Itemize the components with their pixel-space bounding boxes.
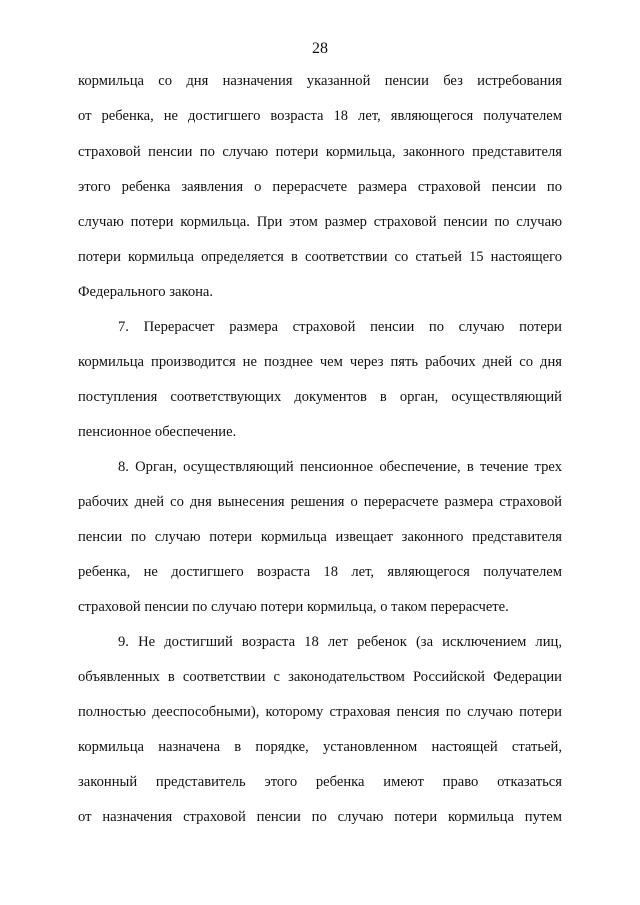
text-line: страховой пенсии по случаю потери кормильца, о таком перерасчете.	[78, 599, 509, 615]
paragraph-8-first-line: 8. Орган, осуществляющий пенсионное обеспечение, в течение трех	[118, 459, 562, 475]
text-line: объявленных в соответствии с законодательством Российской Федерации	[78, 669, 562, 685]
page-number: 28	[312, 40, 328, 57]
text-line: потери кормильца определяется в соответствии со статьей 15 настоящего	[78, 249, 562, 265]
paragraph-7-first-line: 7. Перерасчет размера страховой пенсии по случаю потери	[118, 319, 562, 335]
text-line: рабочих дней со дня вынесения решения о перерасчете размера страховой	[78, 494, 562, 510]
text-line: кормильца назначена в порядке, установленном настоящей статьей,	[78, 739, 562, 755]
text-line: от назначения страховой пенсии по случаю потери кормильца путем	[78, 809, 562, 825]
text-line: поступления соответствующих документов в орган, осуществляющий	[78, 389, 562, 405]
text-line: случаю потери кормильца. При этом размер страховой пенсии по случаю	[78, 214, 562, 230]
text-line: страховой пенсии по случаю потери кормильца, законного представителя	[78, 144, 562, 160]
text-line: кормильца производится не позднее чем через пять рабочих дней со дня	[78, 354, 562, 370]
text-line: этого ребенка заявления о перерасчете размера страховой пенсии по	[78, 179, 562, 195]
text-line: пенсионное обеспечение.	[78, 424, 237, 440]
text-line: от ребенка, не достигшего возраста 18 лет, являющегося получателем	[78, 108, 562, 124]
text-line: кормильца со дня назначения указанной пенсии без истребования	[78, 73, 562, 89]
text-line: Федерального закона.	[78, 284, 214, 300]
text-line: законный представитель этого ребенка имеют право отказаться	[78, 774, 562, 790]
paragraph-9-first-line: 9. Не достигший возраста 18 лет ребенок (за исключением лиц,	[118, 634, 562, 650]
text-line: пенсии по случаю потери кормильца извещает законного представителя	[78, 529, 562, 545]
text-line: полностью дееспособными), которому страховая пенсия по случаю потери	[78, 704, 562, 720]
text-line: ребенка, не достигшего возраста 18 лет, являющегося получателем	[78, 564, 562, 580]
